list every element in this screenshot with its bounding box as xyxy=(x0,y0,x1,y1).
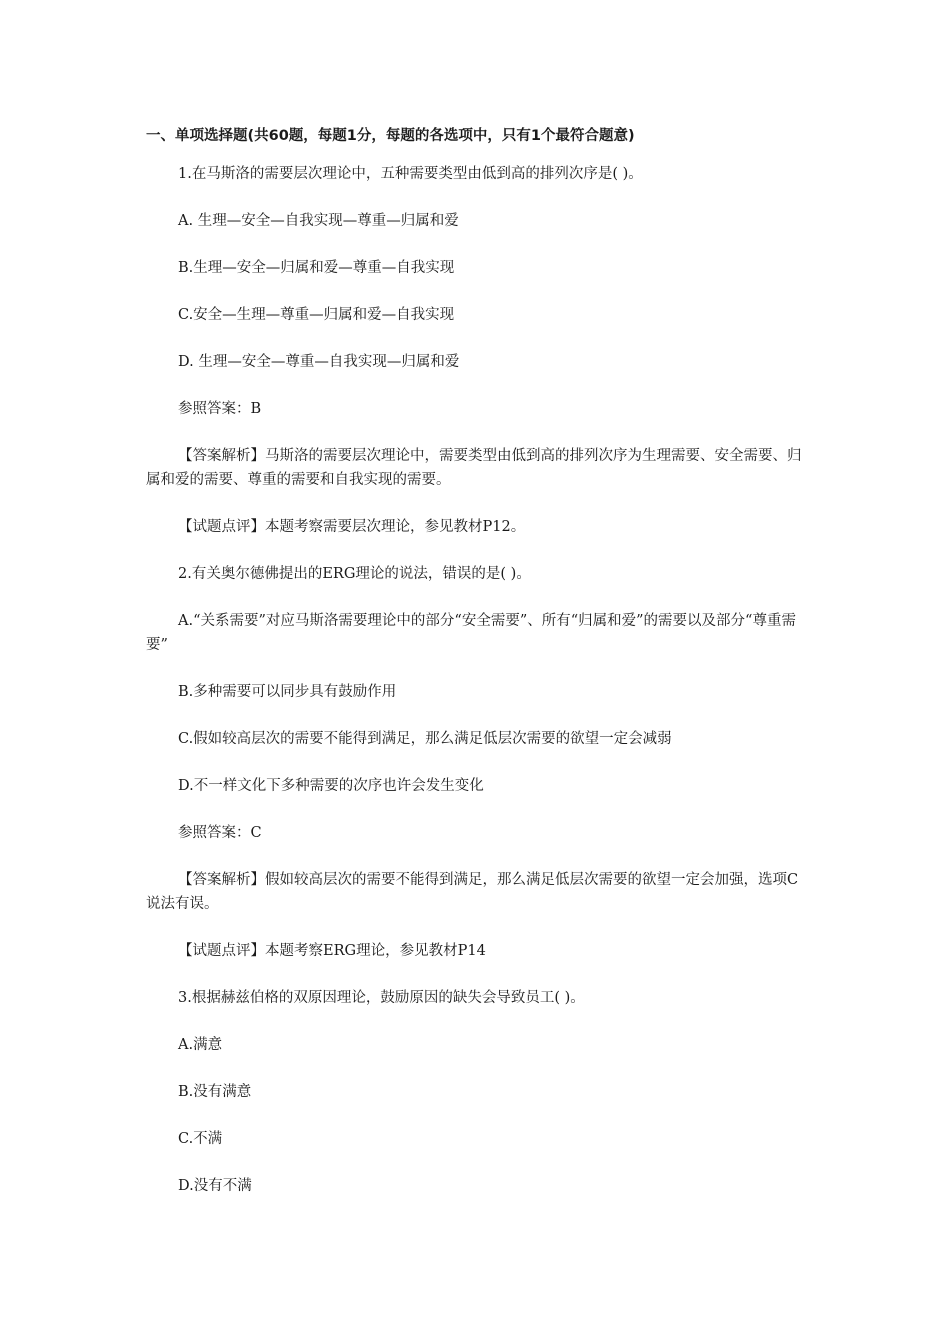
question-2-comment: 【试题点评】本题考察ERG理论，参见教材P14 xyxy=(178,943,486,959)
document-page xyxy=(146,126,806,1198)
question-1-option-a: A. 生理—安全—自我实现—尊重—归属和爱 xyxy=(178,213,459,229)
question-2-option-c: C.假如较高层次的需要不能得到满足，那么满足低层次需要的欲望一定会减弱 xyxy=(178,731,672,747)
question-2-answer: 参照答案：C xyxy=(178,825,262,841)
question-1-explanation: 【答案解析】马斯洛的需要层次理论中，需要类型由低到高的排列次序为生理需要、安全需要、归属和爱的需要、尊重的需要和自我实现的需要。 xyxy=(146,448,802,488)
question-3-option-d: D.没有不满 xyxy=(178,1178,252,1194)
question-1-option-c: C.安全—生理—尊重—归属和爱—自我实现 xyxy=(178,307,455,323)
question-3-stem: 3.根据赫兹伯格的双原因理论，鼓励原因的缺失会导致员工( )。 xyxy=(178,990,585,1006)
question-1-option-b: B.生理—安全—归属和爱—尊重—自我实现 xyxy=(178,260,455,276)
question-1-stem: 1.在马斯洛的需要层次理论中，五种需要类型由低到高的排列次序是( )。 xyxy=(178,166,643,182)
question-3-option-b: B.没有满意 xyxy=(178,1084,252,1100)
question-1-answer: 参照答案：B xyxy=(178,401,262,417)
question-2-stem: 2.有关奥尔德佛提出的ERG理论的说法，错误的是( )。 xyxy=(178,566,531,582)
question-2-option-a: A.“关系需要”对应马斯洛需要理论中的部分“安全需要”、所有“归属和爱”的需要以及部分“尊重需要” xyxy=(146,613,796,653)
question-1-option-d: D. 生理—安全—尊重—自我实现—归属和爱 xyxy=(178,354,460,370)
question-3-option-a: A.满意 xyxy=(178,1037,223,1053)
question-2-option-d: D.不一样文化下多种需要的次序也许会发生变化 xyxy=(178,778,484,794)
question-2-option-b: B.多种需要可以同步具有鼓励作用 xyxy=(178,684,397,700)
section-heading: 一、单项选择题(共60题，每题1分，每题的各选项中，只有1个最符合题意) xyxy=(146,128,635,144)
question-3-option-c: C.不满 xyxy=(178,1131,223,1147)
question-2-explanation: 【答案解析】假如较高层次的需要不能得到满足，那么满足低层次需要的欲望一定会加强，选项C说法有误。 xyxy=(146,872,799,912)
question-1-comment: 【试题点评】本题考察需要层次理论，参见教材P12。 xyxy=(178,519,526,535)
